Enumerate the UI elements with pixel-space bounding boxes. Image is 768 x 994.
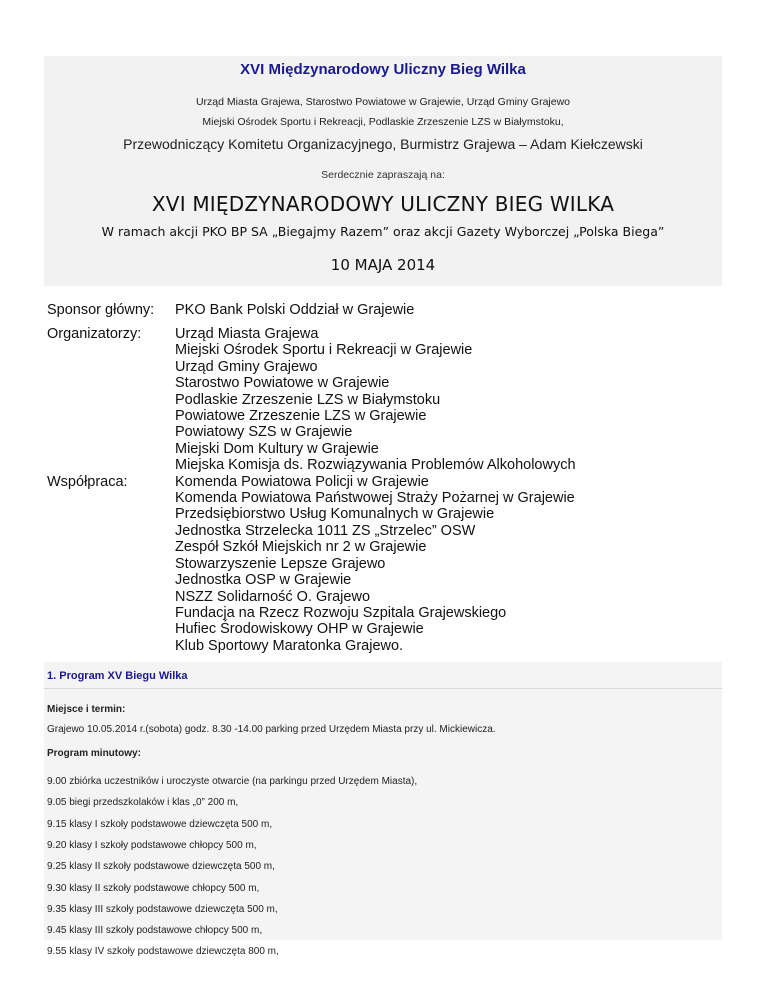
organizer-item: Zespół Szkół Miejskich nr 2 w Grajewie [175, 539, 427, 556]
sponsor-label: Sponsor główny: [47, 302, 155, 318]
organizer-item: Urząd Gminy Grajewo [175, 358, 318, 375]
organizers-list [175, 326, 576, 654]
organizer-item: Powiatowe Zrzeszenie LZS w Grajewie [175, 408, 427, 425]
header-box [44, 56, 722, 286]
chair-line: Przewodniczący Komitetu Organizacyjnego, Burmistrz Grajewa – Adam Kiełczewski [123, 136, 643, 152]
organizer-item: Przedsiębiorstwo Usług Komunalnych w Grajewie [175, 506, 495, 523]
schedule-item: 9.05 biegi przedszkolaków i klas „0” 200 m, [47, 797, 239, 809]
organizer-item: Stowarzyszenie Lepsze Grajewo [175, 555, 386, 572]
hosts-line-2: Miejski Ośrodek Sportu i Rekreacji, Podlaskie Zrzeszenie LZS w Białymstoku, [202, 116, 564, 128]
organizer-item: NSZZ Solidarność O. Grajewo [175, 588, 371, 605]
organizer-item: Hufiec Środowiskowy OHP w Grajewie [175, 621, 424, 638]
schedule-label: Program minutowy: [47, 748, 141, 759]
hosts-line-1: Urząd Miasta Grajewa, Starostwo Powiatowe w Grajewie, Urząd Gminy Grajewo [195, 96, 571, 108]
cooperation-label: Współpraca: [47, 474, 128, 490]
program-heading: 1. Program XV Biegu Wilka [47, 670, 188, 682]
schedule-item: 9.00 zbiórka uczestników i uroczyste otwarcie (na parkingu przed Urzędem Miasta), [47, 776, 418, 787]
schedule-item: 9.15 klasy I szkoły podstawowe dziewczęta 500 m, [47, 818, 273, 830]
schedule-item: 9.30 klasy II szkoły podstawowe chłopcy 500 m, [47, 882, 260, 894]
organizer-item: Miejski Dom Kultury w Grajewie [175, 440, 379, 457]
program-section [44, 662, 722, 958]
program-divider [44, 688, 722, 689]
schedule-item: 9.45 klasy III szkoły podstawowe chłopcy 500 m, [47, 925, 263, 937]
schedule-item: 9.55 klasy IV szkoły podstawowe dziewczęta 800 m, [47, 946, 279, 958]
action-line: W ramach akcji PKO BP SA „Biegajmy Razem” oraz akcji Gazety Wyborczej „Polska Biega” [101, 224, 665, 239]
organizer-item: Miejska Komisja ds. Rozwiązywania Problemów Alkoholowych [175, 457, 576, 474]
organizer-item: Jednostka OSP w Grajewie [175, 572, 352, 589]
event-title: XVI Międzynarodowy Uliczny Bieg Wilka [240, 61, 526, 78]
organizers-label: Organizatorzy: [47, 326, 142, 342]
organizer-item: Starostwo Powiatowe w Grajewie [175, 375, 390, 392]
organizer-item: Komenda Powiatowa Państwowej Straży Pożarnej w Grajewie [175, 490, 575, 507]
schedule-item: 9.35 klasy III szkoły podstawowe dziewczęta 500 m, [47, 903, 278, 915]
big-title: XVI MIĘDZYNARODOWY ULICZNY BIEG WILKA [151, 192, 615, 216]
schedule-item: 9.25 klasy II szkoły podstawowe dziewczęta 500 m, [47, 861, 275, 873]
organizer-item: Komenda Powiatowa Policji w Grajewie [175, 473, 429, 490]
place-text: Grajewo 10.05.2014 r.(sobota) godz. 8.30 -14.00 parking przed Urzędem Miasta przy ul. Mickiewicza. [47, 724, 496, 735]
organizer-item: Miejski Ośrodek Sportu i Rekreacji w Grajewie [175, 342, 473, 359]
invite-line: Serdecznie zapraszają na: [321, 169, 445, 181]
organizer-item: Urząd Miasta Grajewa [175, 326, 319, 342]
organizer-item: Podlaskie Zrzeszenie LZS w Białymstoku [175, 391, 441, 408]
place-label: Miejsce i termin: [47, 704, 126, 715]
organizer-item: Powiatowy SZS w Grajewie [175, 424, 353, 441]
organizer-item: Fundacja na Rzecz Rozwoju Szpitala Grajewskiego [175, 604, 507, 621]
organizer-item: Klub Sportowy Maratonka Grajewo. [175, 637, 404, 654]
sponsor-value: PKO Bank Polski Oddział w Grajewie [175, 302, 415, 318]
organizer-item: Jednostka Strzelecka 1011 ZS „Strzelec” OSW [175, 522, 476, 539]
date-line: 10 MAJA 2014 [330, 256, 436, 274]
schedule-item: 9.20 klasy I szkoły podstawowe chłopcy 500 m, [47, 839, 257, 851]
